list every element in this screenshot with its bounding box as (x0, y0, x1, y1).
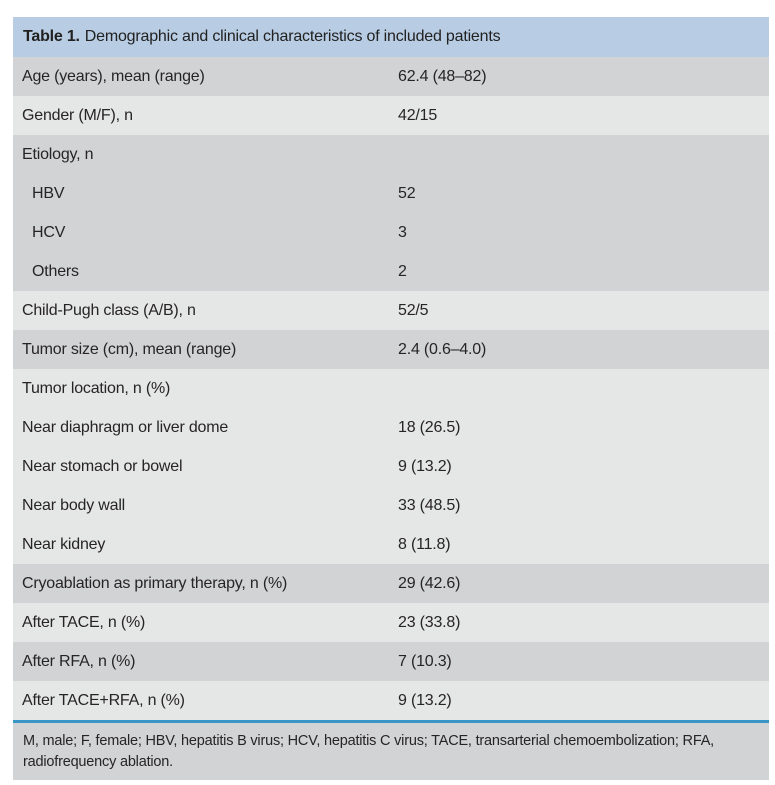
row-value: 42/15 (398, 106, 438, 124)
table-row (13, 525, 769, 564)
row-label: Age (years), mean (range) (22, 67, 205, 85)
row-value: 8 (11.8) (398, 535, 451, 553)
row-label: Near stomach or bowel (22, 457, 183, 475)
table-title: Demographic and clinical characteristics of included patients (84, 28, 501, 45)
row-label: HCV (32, 223, 66, 241)
table-row (13, 642, 769, 681)
footnote-line: M, male; F, female; HBV, hepatitis B virus; HCV, hepatitis C virus; TACE, transarterial chemoembolization; RFA, (23, 733, 714, 749)
table-row (13, 603, 769, 642)
row-value: 62.4 (48–82) (398, 67, 487, 85)
table-row (13, 213, 769, 252)
row-label: Tumor size (cm), mean (range) (22, 340, 237, 358)
table-row (13, 57, 769, 96)
row-label: Cryoablation as primary therapy, n (%) (22, 574, 288, 592)
table-row (13, 291, 769, 330)
row-label: After RFA, n (%) (22, 652, 136, 670)
row-label: Gender (M/F), n (22, 106, 133, 124)
table-footnote (13, 723, 769, 780)
table-row (13, 564, 769, 603)
row-value: 18 (26.5) (398, 418, 461, 436)
row-value: 7 (10.3) (398, 652, 452, 670)
table-title-bar (13, 17, 769, 57)
row-label: Others (32, 262, 79, 280)
row-label: Etiology, n (22, 145, 94, 163)
row-label: After TACE, n (%) (22, 613, 146, 631)
footnote-line: radiofrequency ablation. (23, 754, 173, 770)
row-value: 2 (398, 262, 407, 280)
row-value: 33 (48.5) (398, 496, 461, 514)
table-row (13, 96, 769, 135)
row-label: HBV (32, 184, 65, 202)
row-label: Near diaphragm or liver dome (22, 418, 229, 436)
table-row (13, 486, 769, 525)
table-row (13, 330, 769, 369)
row-value: 2.4 (0.6–4.0) (398, 340, 487, 358)
row-label: Tumor location, n (%) (22, 379, 171, 397)
row-value: 9 (13.2) (398, 457, 452, 475)
table-row (13, 174, 769, 213)
table-row (13, 369, 769, 408)
table-row (13, 135, 769, 174)
table-row (13, 408, 769, 447)
row-value: 3 (398, 223, 407, 241)
row-label: Child-Pugh class (A/B), n (22, 301, 196, 319)
row-label: After TACE+RFA, n (%) (22, 691, 185, 709)
row-value: 23 (33.8) (398, 613, 461, 631)
table-row (13, 252, 769, 291)
row-value: 52 (398, 184, 416, 202)
row-label: Near kidney (22, 535, 106, 553)
row-value: 52/5 (398, 301, 429, 319)
table-row (13, 681, 769, 720)
row-value: 29 (42.6) (398, 574, 461, 592)
row-value: 9 (13.2) (398, 691, 452, 709)
demographics-table (13, 17, 769, 780)
table-row (13, 447, 769, 486)
table-number: Table 1. (23, 28, 80, 45)
row-label: Near body wall (22, 496, 126, 514)
